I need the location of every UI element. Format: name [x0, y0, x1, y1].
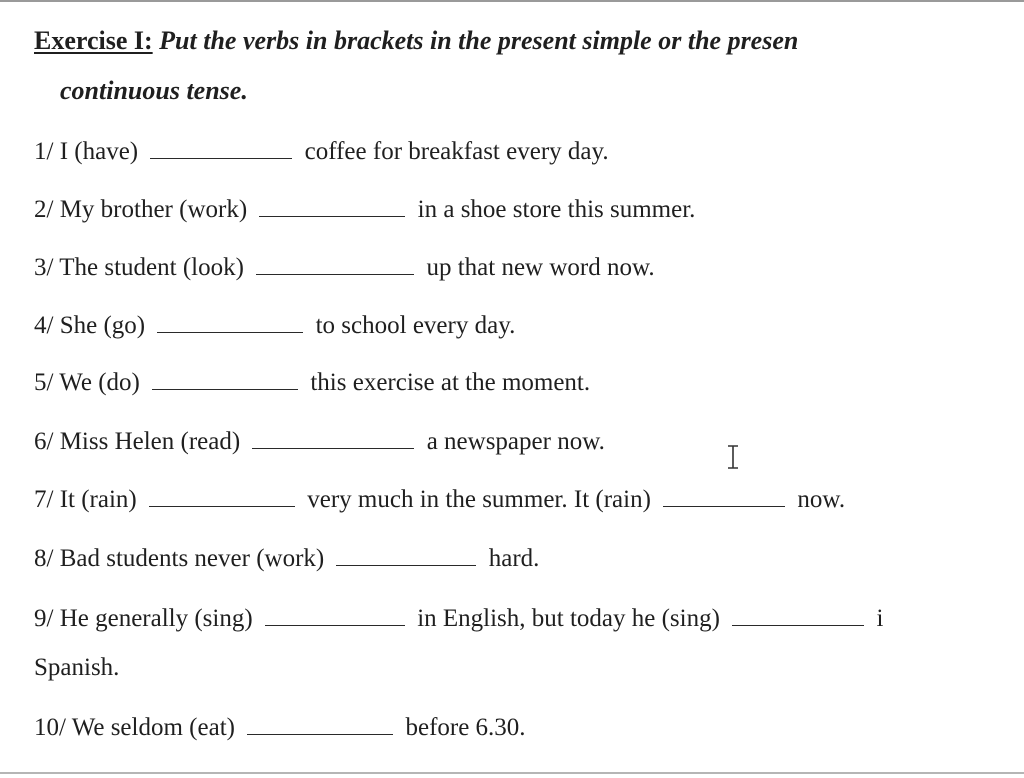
exercise-label: Exercise I: — [34, 26, 153, 55]
item-prompt: Bad students never (work) — [59, 545, 325, 572]
item-prompt: I (have) — [59, 138, 139, 165]
answer-blank-5[interactable] — [152, 369, 298, 390]
answer-blank-8[interactable] — [336, 545, 476, 566]
exercise-item-9 — [34, 603, 883, 635]
item-number: 6/ — [34, 428, 54, 455]
exercise-item-1 — [34, 136, 609, 168]
answer-blank-4[interactable] — [157, 312, 303, 333]
exercise-instruction-continued: continuous tense. — [60, 76, 248, 105]
exercise-item-2 — [34, 194, 695, 226]
item-prompt: Miss Helen (read) — [59, 428, 241, 455]
item-rest: very much in the summer. It (rain) — [307, 486, 651, 513]
item-prompt: We seldom (eat) — [71, 714, 235, 741]
exercise-instruction: Put the verbs in brackets in the present simple or the presen — [159, 26, 799, 55]
item-number: 7/ — [34, 486, 54, 513]
answer-blank-3[interactable] — [256, 254, 414, 275]
answer-blank-9b[interactable] — [732, 605, 864, 626]
item-rest: up that new word now. — [426, 254, 655, 281]
item-number: 10/ — [34, 714, 66, 741]
exercise-item-9-continued: Spanish. — [34, 654, 120, 681]
item-end: now. — [797, 486, 846, 513]
item-number: 5/ — [34, 369, 54, 396]
exercise-item-8 — [34, 543, 539, 575]
item-number: 3/ — [34, 254, 54, 281]
answer-blank-1[interactable] — [150, 138, 292, 159]
item-end: i — [876, 605, 884, 632]
item-prompt: The student (look) — [59, 254, 244, 281]
answer-blank-2[interactable] — [259, 196, 405, 217]
answer-blank-9a[interactable] — [265, 605, 405, 626]
item-rest: coffee for breakfast every day. — [304, 138, 609, 165]
exercise-item-4 — [34, 310, 515, 342]
text-cursor-icon — [726, 444, 740, 470]
item-rest: to school every day. — [315, 312, 516, 339]
exercise-item-5 — [34, 367, 590, 399]
answer-blank-7b[interactable] — [663, 486, 785, 507]
top-border — [0, 0, 1024, 2]
exercise-title — [34, 24, 798, 58]
item-rest: hard. — [488, 545, 540, 572]
item-rest: in a shoe store this summer. — [417, 196, 696, 223]
bottom-border — [0, 772, 1024, 774]
item-number: 9/ — [34, 605, 54, 632]
exercise-item-6 — [34, 426, 605, 458]
item-number: 8/ — [34, 545, 54, 572]
item-rest: before 6.30. — [405, 714, 526, 741]
item-prompt: It (rain) — [59, 486, 137, 513]
item-prompt: We (do) — [59, 369, 140, 396]
item-prompt: He generally (sing) — [59, 605, 253, 632]
item-rest: a newspaper now. — [426, 428, 605, 455]
answer-blank-6[interactable] — [252, 428, 414, 449]
item-rest: in English, but today he (sing) — [417, 605, 720, 632]
item-prompt: My brother (work) — [59, 196, 248, 223]
item-prompt: She (go) — [59, 312, 146, 339]
exercise-item-3 — [34, 252, 655, 284]
exercise-item-10 — [34, 712, 526, 744]
exercise-item-7 — [34, 484, 845, 516]
item-number: 1/ — [34, 138, 54, 165]
answer-blank-10[interactable] — [247, 714, 393, 735]
item-number: 4/ — [34, 312, 54, 339]
item-number: 2/ — [34, 196, 54, 223]
answer-blank-7a[interactable] — [149, 486, 295, 507]
item-rest: this exercise at the moment. — [310, 369, 591, 396]
